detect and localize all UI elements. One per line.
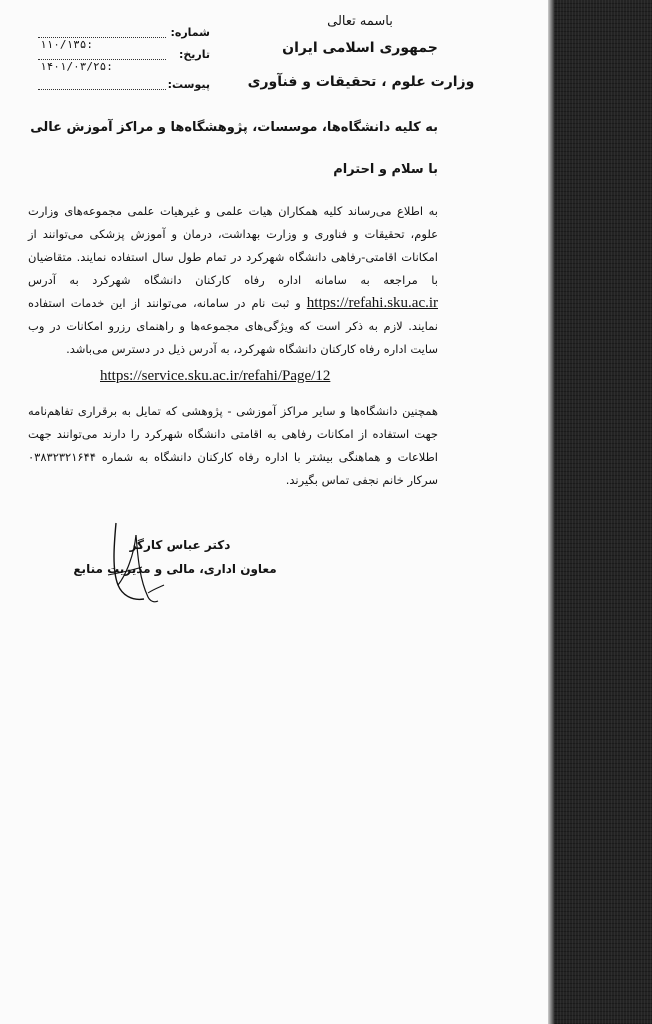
- body-paragraph-1: [28, 200, 438, 361]
- letter-number-value: ۱۱۰/۱۳۵:: [40, 38, 93, 51]
- bismillah-heading: باسمه تعالی: [327, 14, 393, 29]
- letter-date-value: ۱۴۰۱/۰۳/۲۵:: [40, 60, 113, 73]
- ministry-heading: وزارت علوم ، تحقیقات و فنآوری: [247, 74, 475, 90]
- refahi-url-link[interactable]: https://refahi.sku.ac.ir: [306, 295, 439, 311]
- scan-dark-margin: [548, 0, 652, 1024]
- body-paragraph-2: همچنین دانشگاه‌ها و سایر مراکز آموزشی - پژوهشی که تمایل به برقراری تفاهم‌نامه جهت استفاده از امکانات رفاهی به اقامتی دانشگاه شهرکرد را دارند می‌توانند جهت اطلاعات و هماهنگی بیشتر با اداره رفاه کارکنان دانشگاه به شماره ۰۳۸۳۲۳۲۱۶۴۴ سرکار خانم نجفی تماس بگیرند.: [28, 404, 438, 487]
- paragraph-1-text-b: و ثبت نام در سامانه، می‌توانند از این خدمات استفاده نمایند. لازم به ذکر است که ویژگی‌های مجموعه‌ها و راهنمای رزرو امکانات در وب سایت اداره رفاه کارکنان دانشگاه شهرکرد، به آدرس ذیل در دسترس می‌باشد.: [28, 296, 438, 356]
- handwritten-signature-icon: [88, 515, 188, 610]
- attachment-field: [30, 78, 210, 96]
- dotted-line: [38, 89, 166, 90]
- scan-page-edge: [548, 0, 554, 1024]
- signatory-title: معاون اداری، مالی و مدیریت منابع: [73, 562, 277, 576]
- letter-number-field: [30, 26, 210, 51]
- service-url-link[interactable]: https://service.sku.ac.ir/refahi/Page/12: [100, 368, 331, 384]
- paragraph-1-text-a: به اطلاع می‌رساند کلیه همکاران هیات علمی و غیرهیات علمی مجموعه‌های وزارت علوم، تحقیقات و فناوری و وزارت بهداشت، درمان و آموزش پزشکی می‌توانند از امکانات اقامتی-رفاهی دانشگاه شهرکرد در تمام طول سال استفاده نمایند. متقاضیان با مراجعه به سامانه اداره رفاه کارکنان دانشگاه شهرکرد به آدرس: [28, 204, 438, 287]
- letter-date-field: [30, 48, 210, 73]
- addressee-line: به کلیه دانشگاه‌ها، موسسات، پژوهشگاه‌ها و مراکز آموزش عالی: [30, 120, 438, 135]
- government-heading: جمهوری اسلامی ایران: [282, 40, 438, 56]
- attachment-label: پیوست:: [167, 78, 210, 91]
- letter-number-label: شماره:: [170, 26, 210, 39]
- letter-date-label: تاریخ:: [178, 48, 210, 61]
- signatory-name: دکتر عباس کارگر: [129, 538, 231, 552]
- greeting-line: با سلام و احترام: [333, 162, 438, 177]
